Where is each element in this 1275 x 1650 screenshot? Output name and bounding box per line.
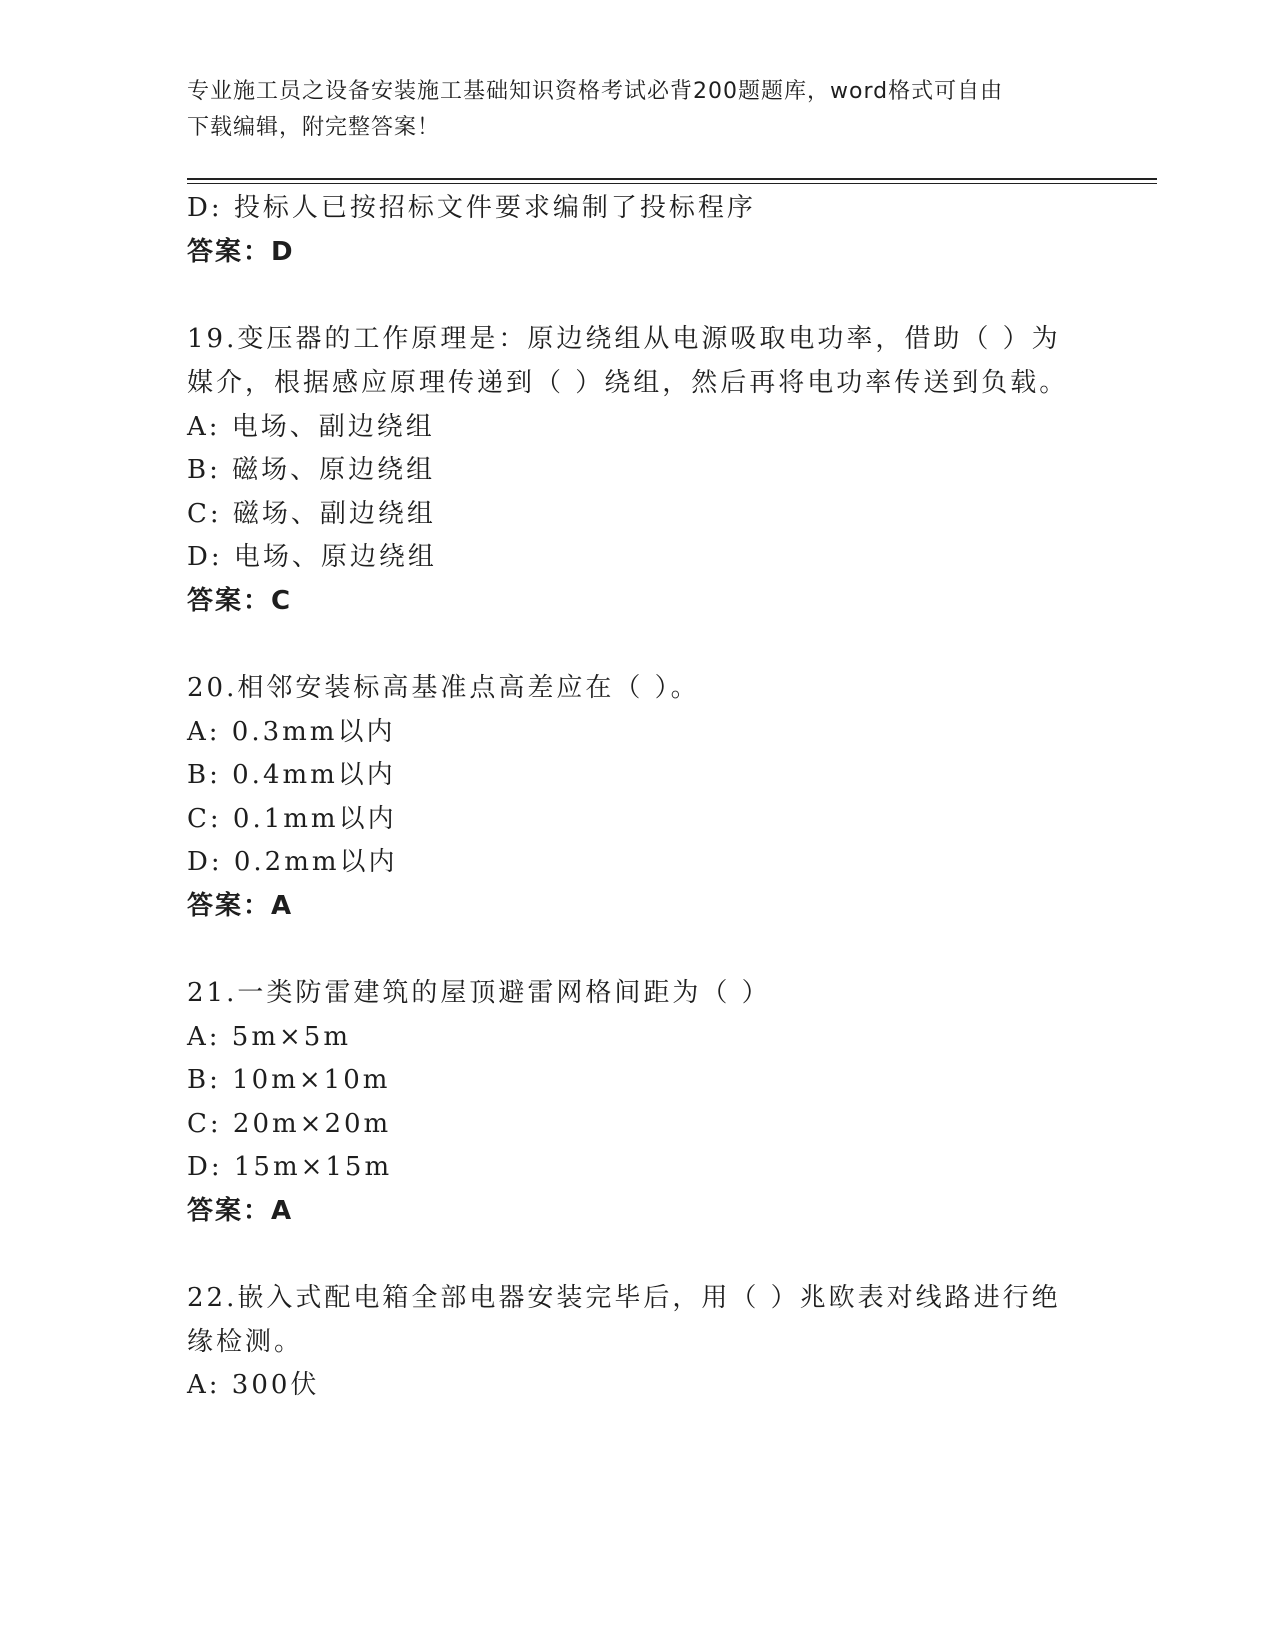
- document-header: [187, 74, 1077, 146]
- q20-option-a: A: 0.3mm以内: [187, 717, 396, 747]
- q21-answer: 答案：A: [187, 1196, 294, 1226]
- q19-option-c: C: 磁场、副边绕组: [187, 499, 436, 529]
- q20-option-d: D: 0.2mm以内: [187, 847, 398, 877]
- header-rule-thin: [187, 183, 1157, 184]
- q20-option-b: B: 0.4mm以内: [187, 760, 396, 790]
- q20-stem-line-1: 20.相邻安装标高基准点高差应在（ ）。: [187, 673, 700, 703]
- header-line-1: 专业施工员之设备安装施工基础知识资格考试必背200题题库，word格式可自由: [187, 79, 1004, 104]
- header-rule-thick: [187, 178, 1157, 180]
- q21-option-c: C: 20m×20m: [187, 1109, 392, 1139]
- q21-option-d: D: 15m×15m: [187, 1152, 393, 1182]
- q22-stem-line-2: 缘检测。: [187, 1327, 304, 1357]
- q22-option-a: A: 300伏: [187, 1370, 320, 1400]
- q20-option-c: C: 0.1mm以内: [187, 804, 397, 834]
- q20-answer: 答案：A: [187, 891, 294, 921]
- header-line-2: 下载编辑，附完整答案！: [187, 115, 441, 140]
- q19-answer: 答案：C: [187, 586, 293, 616]
- q21-option-a: A: 5m×5m: [187, 1022, 351, 1052]
- prev-option-d: D: 投标人已按招标文件要求编制了投标程序: [187, 193, 756, 223]
- q22-stem-line-1: 22.嵌入式配电箱全部电器安装完毕后，用（ ）兆欧表对线路进行绝: [187, 1283, 1061, 1313]
- q19-option-b: B: 磁场、原边绕组: [187, 455, 436, 485]
- q21-option-b: B: 10m×10m: [187, 1065, 391, 1095]
- q19-option-a: A: 电场、副边绕组: [187, 412, 435, 442]
- q19-stem-line-1: 19.变压器的工作原理是：原边绕组从电源吸取电功率，借助（ ）为: [187, 324, 1061, 354]
- q19-option-d: D: 电场、原边绕组: [187, 542, 437, 572]
- q21-stem-line-1: 21.一类防雷建筑的屋顶避雷网格间距为（ ）: [187, 978, 771, 1008]
- q19-stem-line-2: 媒介，根据感应原理传递到（ ）绕组，然后再将电功率传送到负载。: [187, 368, 1069, 398]
- prev-answer: 答案：D: [187, 237, 295, 267]
